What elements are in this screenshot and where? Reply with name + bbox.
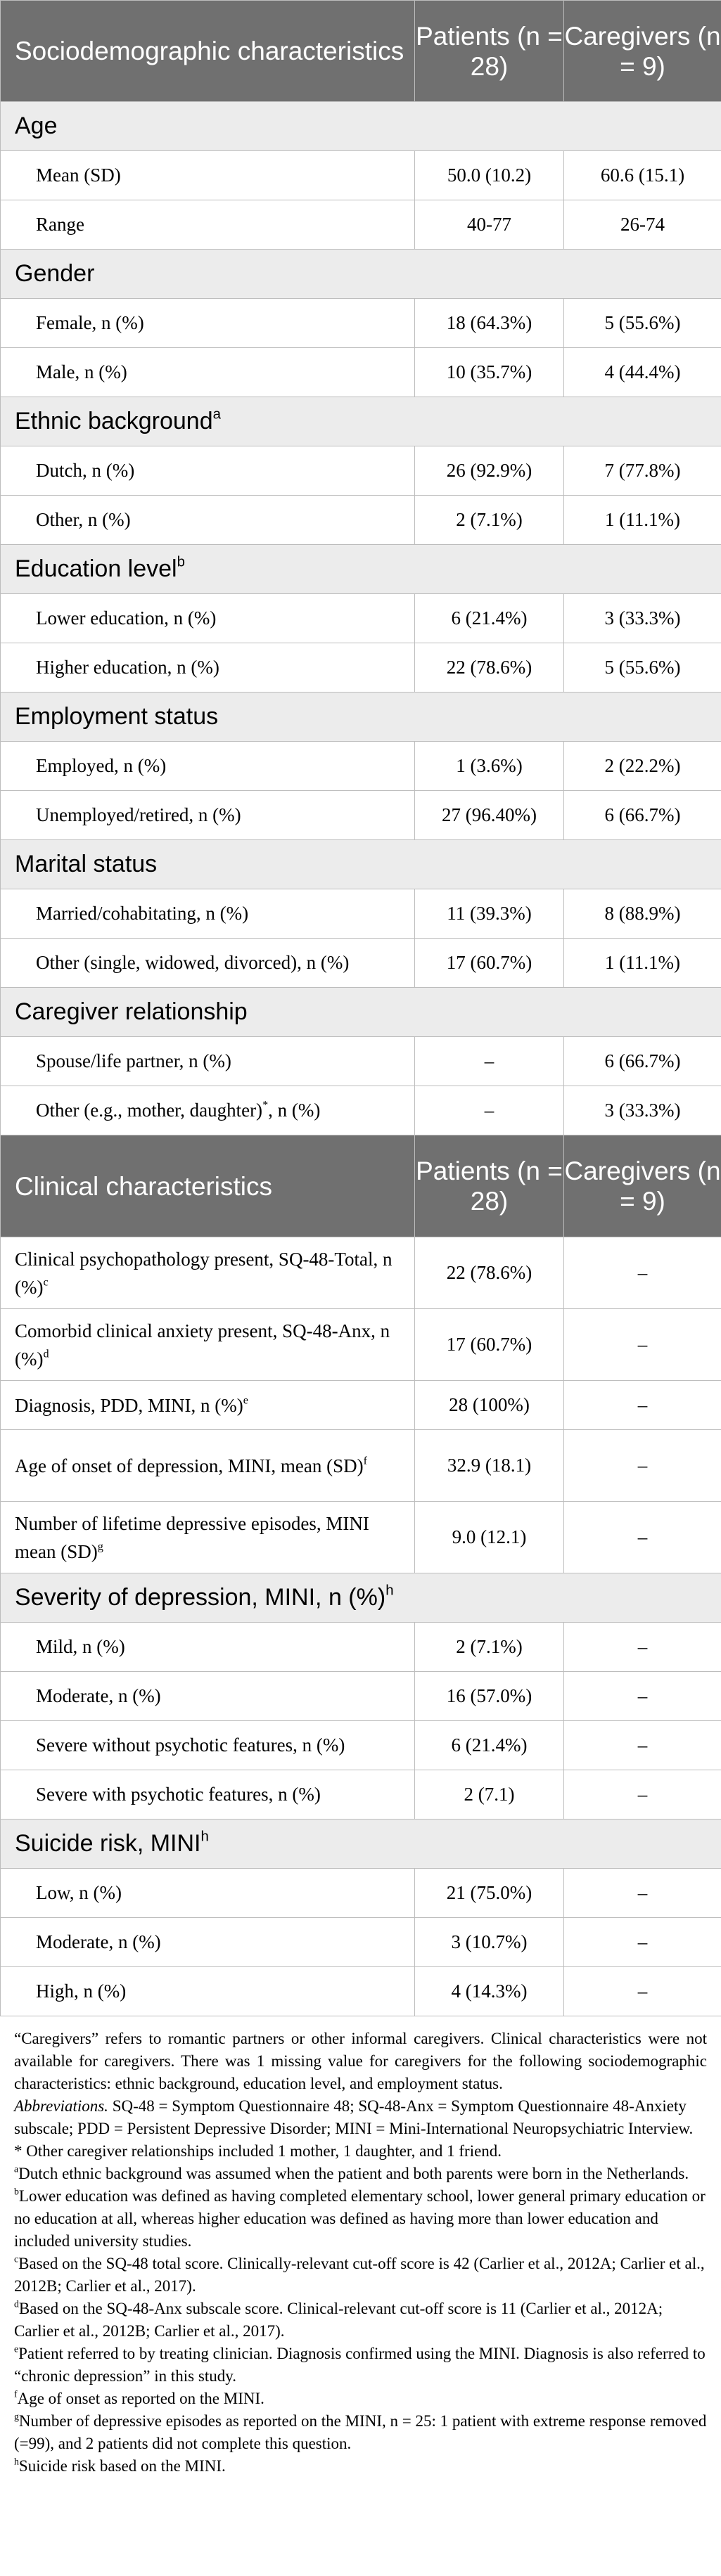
footnote-marker: a [14, 2163, 19, 2175]
row-label-text: Other (e.g., mother, daughter) [36, 1100, 263, 1121]
row-label-text: Low, n (%) [36, 1882, 122, 1903]
section-title-text: Employment status [15, 703, 219, 730]
row-label-text: Other (single, widowed, divorced), n (%) [36, 952, 350, 973]
footnote-marker: e [243, 1393, 248, 1407]
caregivers-value: 6 (66.7%) [564, 1037, 721, 1086]
table-row [1, 299, 721, 348]
row-label-text: Dutch, n (%) [36, 460, 135, 481]
row-label [1, 1869, 415, 1918]
footnote-marker: d [14, 2298, 19, 2310]
section-row [1, 545, 721, 594]
footnote-marker: d [43, 1347, 49, 1360]
caregivers-value: 8 (88.9%) [564, 889, 721, 939]
row-label-text: Range [36, 214, 84, 235]
row-label-text: Male, n (%) [36, 361, 127, 382]
row-label [1, 151, 415, 200]
footnote [14, 2253, 707, 2298]
row-label [1, 889, 415, 939]
caregivers-value: 3 (33.3%) [564, 594, 721, 643]
row-label [1, 1672, 415, 1721]
patients-value: 40-77 [415, 200, 564, 250]
caregivers-note: “Caregivers” refers to romantic partners or other informal caregivers. Clinical characteristics were not available for caregivers. There was 1 missing value for caregivers for the following sociodemographic characteristics: ethnic background, education level, and employment status. [14, 2030, 707, 2092]
row-label [1, 1770, 415, 1820]
row-label-suffix: , n (%) [268, 1100, 321, 1121]
row-label-text: Severe without psychotic features, n (%) [36, 1734, 345, 1756]
row-label [1, 1037, 415, 1086]
footnote-marker: f [14, 2388, 18, 2400]
row-label-text: Mild, n (%) [36, 1636, 125, 1657]
footnote-text: Age of onset as reported on the MINI. [17, 2390, 264, 2407]
col-patients-header: Patients (n = 28) [415, 1135, 564, 1237]
footnote-marker: h [385, 1583, 394, 1599]
footnote-text: Dutch ethnic background was assumed when the patient and both parents were born in the Netherlands. [18, 2165, 689, 2182]
patients-value: – [415, 1086, 564, 1135]
caregivers-value: – [564, 1502, 721, 1573]
footnote-marker: g [97, 1540, 103, 1553]
row-label [1, 1309, 415, 1381]
footnote-marker: h [14, 2456, 19, 2467]
table-row [1, 1967, 721, 2016]
table-body [1, 1, 721, 2016]
row-label-text: Diagnosis, PDD, MINI, n (%) [15, 1394, 243, 1416]
patients-value: 21 (75.0%) [415, 1869, 564, 1918]
col-caregivers-header: Caregivers (n = 9) [564, 1, 721, 102]
patients-value: 2 (7.1) [415, 1770, 564, 1820]
caregivers-value: – [564, 1672, 721, 1721]
footnote-marker: f [363, 1454, 368, 1467]
col-patients-header: Patients (n = 28) [415, 1, 564, 102]
row-label [1, 1381, 415, 1430]
row-label-text: Employed, n (%) [36, 755, 167, 776]
patients-value: 32.9 (18.1) [415, 1430, 564, 1502]
footnote [14, 2388, 707, 2410]
row-label [1, 496, 415, 545]
table-row [1, 1623, 721, 1672]
section-title [1, 1820, 721, 1869]
section-row [1, 840, 721, 889]
patients-value: 50.0 (10.2) [415, 151, 564, 200]
row-label [1, 1502, 415, 1573]
row-label-text: Spouse/life partner, n (%) [36, 1050, 231, 1071]
table-row [1, 1430, 721, 1502]
footnote [14, 2343, 707, 2388]
abbreviations-note [14, 2095, 707, 2140]
table-row [1, 200, 721, 250]
row-label-text: Clinical psychopathology present, SQ-48-Total, n (%) [15, 1248, 393, 1298]
caregivers-value: – [564, 1967, 721, 2016]
patients-value: – [415, 1037, 564, 1086]
row-label [1, 1623, 415, 1672]
row-label [1, 348, 415, 397]
footnote-marker: * [262, 1098, 269, 1112]
patients-value: 4 (14.3%) [415, 1967, 564, 2016]
section-title [1, 397, 721, 446]
section-title-text: Ethnic background [15, 408, 213, 434]
section-title [1, 988, 721, 1037]
table-row [1, 1309, 721, 1381]
patients-value: 2 (7.1%) [415, 496, 564, 545]
table-row [1, 1918, 721, 1967]
row-label [1, 1430, 415, 1502]
row-label-text: Lower education, n (%) [36, 607, 217, 629]
table-row [1, 446, 721, 496]
row-label-text: Female, n (%) [36, 312, 144, 333]
row-label-text: Number of lifetime depressive episodes, MINI mean (SD) [15, 1512, 369, 1562]
caregivers-value: 5 (55.6%) [564, 299, 721, 348]
patients-value: 16 (57.0%) [415, 1672, 564, 1721]
patients-value: 18 (64.3%) [415, 299, 564, 348]
row-label-text: Severe with psychotic features, n (%) [36, 1784, 321, 1805]
section-row [1, 1573, 721, 1623]
footnote-marker: g [14, 2411, 19, 2422]
abbreviations-text: SQ-48 = Symptom Questionnaire 48; SQ-48-Anx = Symptom Questionnaire 48-Anxiety subscale; PDD = Persistent Depressive Disorder; MINI = Mini-International Neuropsychiatric Interview. [14, 2097, 694, 2137]
footnote [14, 2410, 707, 2455]
caregivers-value: 4 (44.4%) [564, 348, 721, 397]
section-title-text: Marital status [15, 851, 158, 877]
section-row [1, 250, 721, 299]
patients-value: 27 (96.40%) [415, 791, 564, 840]
row-label [1, 791, 415, 840]
patients-value: 22 (78.6%) [415, 643, 564, 693]
caregivers-value: 3 (33.3%) [564, 1086, 721, 1135]
footnote-text: Based on the SQ-48 total score. Clinically-relevant cut-off score is 42 (Carlier et al., 2012A; Carlier et al., 2012B; Carlier et al., 2017). [14, 2255, 705, 2295]
patients-value: 26 (92.9%) [415, 446, 564, 496]
section-row [1, 988, 721, 1037]
section-title [1, 102, 721, 151]
section-row [1, 693, 721, 742]
footnote-marker: c [43, 1275, 49, 1289]
row-label-text: High, n (%) [36, 1981, 127, 2002]
table-row [1, 791, 721, 840]
socio-header-row [1, 1, 721, 102]
table-row [1, 939, 721, 988]
table-row [1, 1869, 721, 1918]
row-label [1, 1967, 415, 2016]
caregivers-value: – [564, 1381, 721, 1430]
caregivers-value: – [564, 1237, 721, 1309]
caregivers-value: – [564, 1918, 721, 1967]
footnote [14, 2455, 707, 2478]
section-title-text: Severity of depression, MINI, n (%) [15, 1584, 386, 1611]
row-label-text: Mean (SD) [36, 165, 121, 186]
footnote-marker: b [14, 2186, 19, 2197]
row-label-text: Age of onset of depression, MINI, mean (SD) [15, 1455, 364, 1476]
footnote-marker: b [177, 554, 185, 570]
abbreviations-label: Abbreviations. [14, 2097, 108, 2115]
table-row [1, 594, 721, 643]
caregivers-value: 5 (55.6%) [564, 643, 721, 693]
row-label-text: Unemployed/retired, n (%) [36, 804, 241, 825]
section-title [1, 840, 721, 889]
patients-value: 9.0 (12.1) [415, 1502, 564, 1573]
caregivers-value: 6 (66.7%) [564, 791, 721, 840]
table-row [1, 742, 721, 791]
row-label-text: Higher education, n (%) [36, 657, 219, 678]
footnote [14, 2298, 707, 2343]
patients-value: 10 (35.7%) [415, 348, 564, 397]
row-label [1, 742, 415, 791]
table-row [1, 151, 721, 200]
row-label [1, 1086, 415, 1135]
footnote-text: Lower education was defined as having completed elementary school, lower general primary education or no education at all, whereas higher education was defined as having more than lower education and included university studies. [14, 2187, 706, 2250]
footnote-marker: h [200, 1829, 209, 1845]
clinical-header-row [1, 1135, 721, 1237]
row-label [1, 1721, 415, 1770]
row-label [1, 1918, 415, 1967]
section-title-text: Caregiver relationship [15, 998, 248, 1025]
caregivers-value: 60.6 (15.1) [564, 151, 721, 200]
table-row [1, 1770, 721, 1820]
row-label [1, 200, 415, 250]
patients-value: 2 (7.1%) [415, 1623, 564, 1672]
table-row [1, 1381, 721, 1430]
footnote-marker: e [14, 2343, 19, 2355]
table-row [1, 1086, 721, 1135]
footnote [14, 2185, 707, 2253]
table-row [1, 643, 721, 693]
footnote-text: Number of depressive episodes as reported on the MINI, n = 25: 1 patient with extreme response removed (=99), and 2 patients did not complete this question. [14, 2412, 707, 2452]
row-label [1, 939, 415, 988]
caregivers-value: – [564, 1721, 721, 1770]
caregivers-value: 1 (11.1%) [564, 939, 721, 988]
patients-value: 6 (21.4%) [415, 1721, 564, 1770]
caregiver-relationship-note: * Other caregiver relationships included 1 mother, 1 daughter, and 1 friend. [14, 2142, 502, 2160]
caregivers-value: – [564, 1770, 721, 1820]
footnote [14, 2163, 707, 2185]
row-label [1, 1237, 415, 1309]
caregivers-value: – [564, 1309, 721, 1381]
table-row [1, 1037, 721, 1086]
clinical-title: Clinical characteristics [1, 1135, 415, 1237]
patients-value: 1 (3.6%) [415, 742, 564, 791]
row-label [1, 643, 415, 693]
table-row [1, 1237, 721, 1309]
section-title-text: Education level [15, 555, 177, 582]
section-title-text: Gender [15, 260, 95, 287]
footnote-marker: a [212, 406, 221, 423]
socio-title: Sociodemographic characteristics [1, 1, 415, 102]
table-row [1, 1502, 721, 1573]
section-row [1, 1820, 721, 1869]
patients-value: 22 (78.6%) [415, 1237, 564, 1309]
caregivers-value: 26-74 [564, 200, 721, 250]
row-label-text: Married/cohabitating, n (%) [36, 903, 249, 924]
row-label-text: Moderate, n (%) [36, 1931, 161, 1952]
caregivers-value: – [564, 1430, 721, 1502]
caregivers-value: 7 (77.8%) [564, 446, 721, 496]
col-caregivers-header: Caregivers (n = 9) [564, 1135, 721, 1237]
footnote-marker: c [14, 2253, 19, 2265]
footnote-text: Suicide risk based on the MINI. [18, 2457, 226, 2475]
section-title [1, 250, 721, 299]
patients-value: 17 (60.7%) [415, 939, 564, 988]
table-row [1, 889, 721, 939]
section-title [1, 545, 721, 594]
caregivers-value: 1 (11.1%) [564, 496, 721, 545]
table-row [1, 1721, 721, 1770]
section-row [1, 102, 721, 151]
table-row [1, 1672, 721, 1721]
table-notes [0, 2016, 721, 2478]
section-row [1, 397, 721, 446]
caregivers-value: – [564, 1623, 721, 1672]
section-title-text: Age [15, 112, 58, 139]
section-title [1, 693, 721, 742]
patients-value: 28 (100%) [415, 1381, 564, 1430]
table-row [1, 348, 721, 397]
row-label [1, 299, 415, 348]
footnote-text: Patient referred to by treating clinician. Diagnosis confirmed using the MINI. Diagnosis is also referred to “chronic depression” in this study. [14, 2345, 706, 2385]
row-label-text: Comorbid clinical anxiety present, SQ-48-Anx, n (%) [15, 1320, 390, 1370]
section-title-text: Suicide risk, MINI [15, 1830, 201, 1857]
caregivers-value: – [564, 1869, 721, 1918]
patients-value: 6 (21.4%) [415, 594, 564, 643]
row-label-text: Moderate, n (%) [36, 1685, 161, 1706]
patients-value: 17 (60.7%) [415, 1309, 564, 1381]
section-title [1, 1573, 721, 1623]
caregivers-value: 2 (22.2%) [564, 742, 721, 791]
row-label [1, 446, 415, 496]
footnote-text: Based on the SQ-48-Anx subscale score. Clinical-relevant cut-off score is 11 (Carlier et al., 2012A; Carlier et al., 2012B; Carlier et al., 2017). [14, 2300, 663, 2340]
footnotes [14, 2163, 707, 2478]
row-label [1, 594, 415, 643]
patients-value: 3 (10.7%) [415, 1918, 564, 1967]
row-label-text: Other, n (%) [36, 509, 131, 530]
table-row [1, 496, 721, 545]
patients-value: 11 (39.3%) [415, 889, 564, 939]
